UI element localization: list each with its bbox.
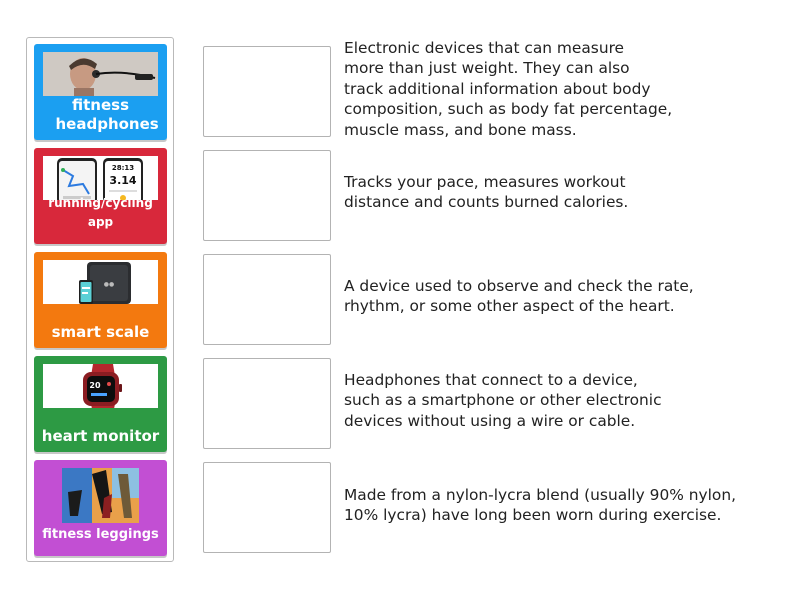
tile-fitness-headphones[interactable] xyxy=(34,44,167,140)
description-4: Headphones that connect to a device, such as a smartphone or other electronic devices without using a wire or cable. xyxy=(344,371,662,430)
smart-scale-photo-icon xyxy=(43,260,158,304)
app-distance-value: 3.14 xyxy=(109,174,137,187)
description-3: A device used to observe and check the rate, rhythm, or some other aspect of the heart. xyxy=(344,277,694,316)
drop-slot-2[interactable] xyxy=(203,150,331,241)
leggings-photo-icon xyxy=(62,468,139,523)
drop-slot-5[interactable] xyxy=(203,462,331,553)
drop-slot-3[interactable] xyxy=(203,254,331,345)
tile-label: heart monitor xyxy=(41,427,160,445)
watch-value: 20 xyxy=(89,381,101,390)
tile-smart-scale[interactable] xyxy=(34,252,167,348)
description-2: Tracks your pace, measures workout distance and counts burned calories. xyxy=(344,173,629,212)
headphones-photo-icon xyxy=(43,52,158,96)
smartwatch-photo-icon xyxy=(43,364,158,408)
app-time-value: 28:13 xyxy=(111,164,135,172)
tile-label: fitness headphones xyxy=(55,96,159,133)
tile-label: running/cycling app xyxy=(48,196,153,229)
tile-running-cycling-app[interactable] xyxy=(34,148,167,244)
drop-slot-1[interactable] xyxy=(203,46,331,137)
tile-heart-monitor[interactable] xyxy=(34,356,167,452)
tile-label: fitness leggings xyxy=(42,527,159,542)
drop-slot-4[interactable] xyxy=(203,358,331,449)
description-1: Electronic devices that can measure more than just weight. They can also track additional information about body composition, such as body fat percentage, muscle mass, and bone mass. xyxy=(344,39,673,139)
tile-label: smart scale xyxy=(51,323,150,341)
tile-fitness-leggings[interactable] xyxy=(34,460,167,556)
description-5: Made from a nylon-lycra blend (usually 90% nylon, 10% lycra) have long been worn during exercise. xyxy=(344,486,736,525)
svg-text:●●: ●● xyxy=(103,281,115,288)
